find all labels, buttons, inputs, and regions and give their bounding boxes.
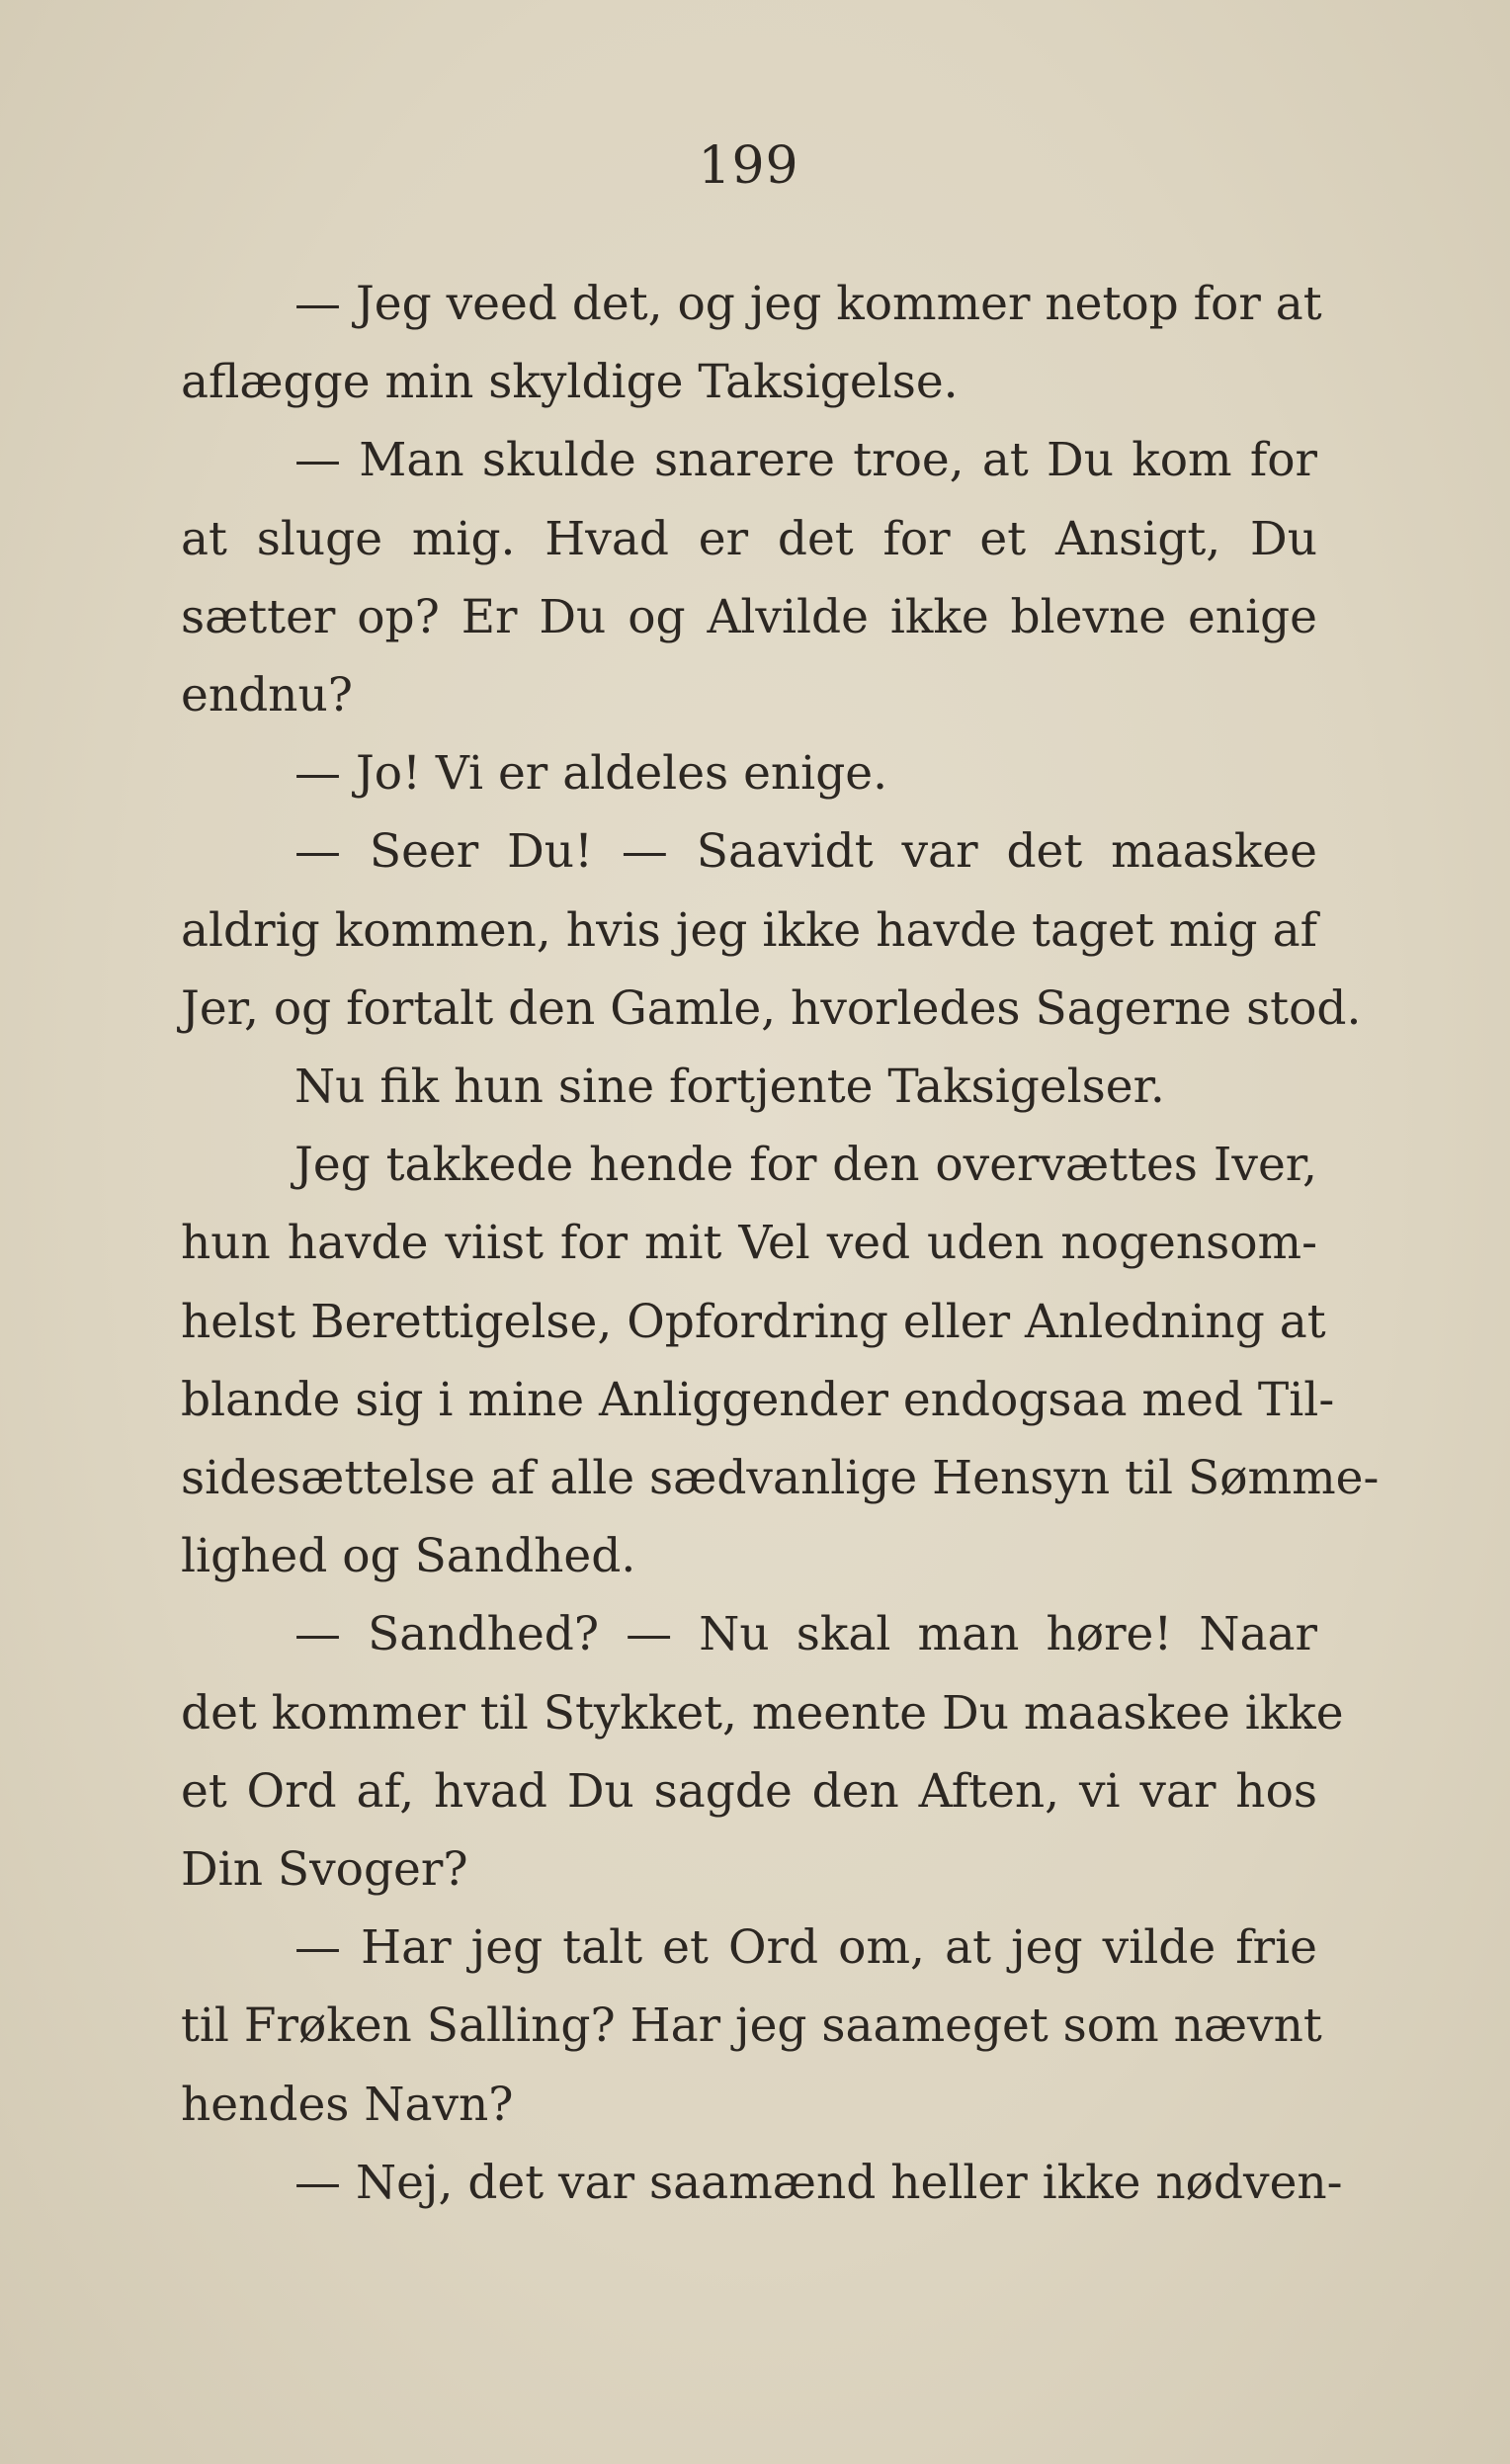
text-line: — Jo! Vi er aldeles enige. [294,746,888,802]
text-line: hun havde viist for mit Vel ved uden nogensom- [181,1216,1317,1271]
text-line: lighed og Sandhed. [181,1529,636,1584]
text-line: aflægge min skyldige Taksigelse. [181,355,959,410]
text-line: — Man skulde snarere troe, at Du kom for [294,433,1317,488]
text-line: — Har jeg talt et Ord om, at jeg vilde frie [294,1920,1317,1976]
text-line: blande sig i mine Anliggender endogsaa med Til- [181,1372,1335,1427]
text-line: at sluge mig. Hvad er det for et Ansigt, Du [181,511,1317,566]
text-line: til Frøken Salling? Har jeg saameget som nævnt [181,1998,1322,2054]
text-line: Nu fik hun sine fortjente Taksigelser. [294,1060,1165,1114]
text-line: Din Svoger? [181,1842,468,1897]
text-line: — Seer Du! — Saavidt var det maaskee [294,824,1317,880]
text-line: sidesættelse af alle sædvanlige Hensyn til Sømme- [181,1451,1380,1505]
page-number: 199 [698,136,799,196]
text-line: det kommer til Stykket, meente Du maaskee ikke [181,1685,1344,1741]
text-line: — Jeg veed det, og jeg kommer netop for at [294,277,1322,331]
text-line: — Nej, det var saamænd heller ikke nødven- [294,2155,1343,2210]
text-line: — Sandhed? — Nu skal man høre! Naar [294,1607,1317,1662]
text-line: sætter op? Er Du og Alvilde ikke blevne enige [181,589,1317,644]
text-line: aldrig kommen, hvis jeg ikke havde taget mig af [181,902,1317,958]
text-line: helst Berettigelse, Opfordring eller Anledning at [181,1294,1326,1349]
text-line: Jer, og fortalt den Gamle, hvorledes Sagerne stod. [181,980,1362,1036]
text-line: et Ord af, hvad Du sagde den Aften, vi var hos [181,1763,1317,1819]
text-line: Jeg takkede hende for den overvættes Iver, [294,1138,1317,1193]
text-line: hendes Navn? [181,2077,514,2132]
text-line: endnu? [181,668,353,722]
